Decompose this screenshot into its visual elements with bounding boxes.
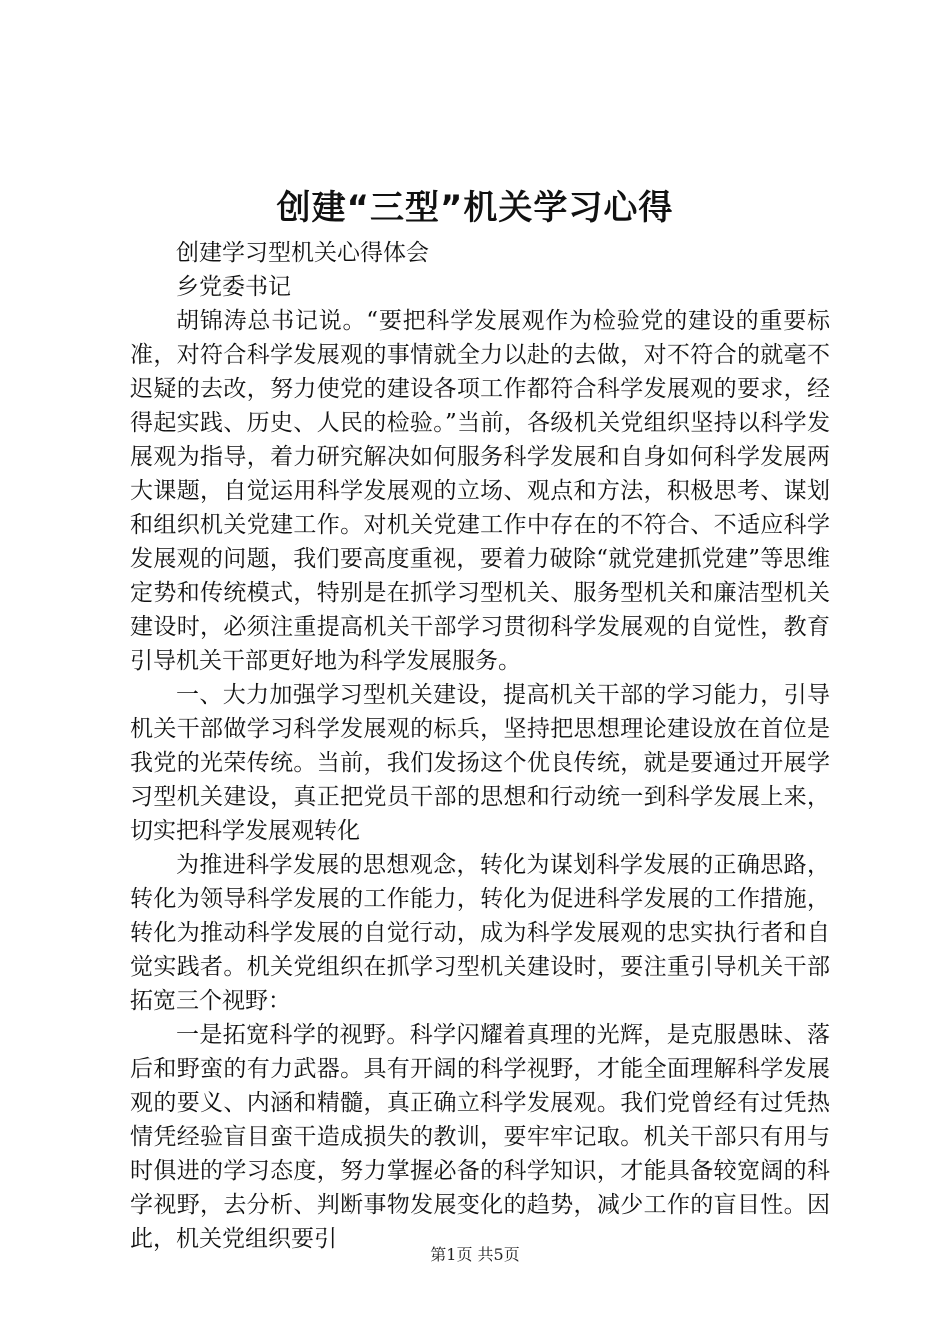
paragraph-author: 乡党委书记	[176, 274, 291, 300]
paragraph: 一、大力加强学习型机关建设，提高机关干部的学习能力，引导机关干部做学习科学发展观的标兵，坚持把思想理论建设放在首位是我党的光荣传统。当前，我们发扬这个优良传统，就是要通过开展学习型机关建设，真正把党员干部的思想和行动统一到科学发展上来，切实把科学发展观转化	[130, 682, 830, 844]
paragraph: 胡锦涛总书记说。“要把科学发展观作为检验党的建设的重要标准，对符合科学发展观的事情就全力以赴的去做，对不符合的就毫不迟疑的去改，努力使党的建设各项工作都符合科学发展观的要求，经得起实践、历史、人民的检验。”当前，各级机关党组织坚持以科学发展观为指导，着力研究解决如何服务科学发展和自身如何科学发展两大课题，自觉运用科学发展观的立场、观点和方法，积极思考、谋划和组织机关党建工作。对机关党建工作中存在的不符合、不适应科学发展观的问题，我们要高度重视，要着力破除“就党建抓党建”等思维定势和传统模式，特别是在抓学习型机关、服务型机关和廉洁型机关建设时，必须注重提高机关干部学习贯彻科学发展观的自觉性，教育引导机关干部更好地为科学发展服务。	[130, 308, 830, 674]
document-title: 创建“三型”机关学习心得	[276, 188, 674, 228]
page-footer: 第1页 共5页	[430, 1245, 520, 1264]
paragraph: 为推进科学发展的思想观念，转化为谋划科学发展的正确思路，转化为领导科学发展的工作能力，转化为促进科学发展的工作措施，转化为推动科学发展的自觉行动，成为科学发展观的忠实执行者和自觉实践者。机关党组织在抓学习型机关建设时，要注重引导机关干部拓宽三个视野：	[130, 852, 830, 1014]
paragraph-subtitle: 创建学习型机关心得体会	[176, 240, 429, 266]
paragraph: 一是拓宽科学的视野。科学闪耀着真理的光辉，是克服愚昧、落后和野蛮的有力武器。具有开阔的科学视野，才能全面理解科学发展观的要义、内涵和精髓，真正确立科学发展观。我们党曾经有过凭热情凭经验盲目蛮干造成损失的教训，要牢牢记取。机关干部只有用与时俱进的学习态度，努力掌握必备的科学知识，才能具备较宽阔的科学视野，去分析、判断事物发展变化的趋势，减少工作的盲目性。因此，机关党组织要引	[130, 1022, 830, 1252]
document-body	[130, 236, 830, 1256]
